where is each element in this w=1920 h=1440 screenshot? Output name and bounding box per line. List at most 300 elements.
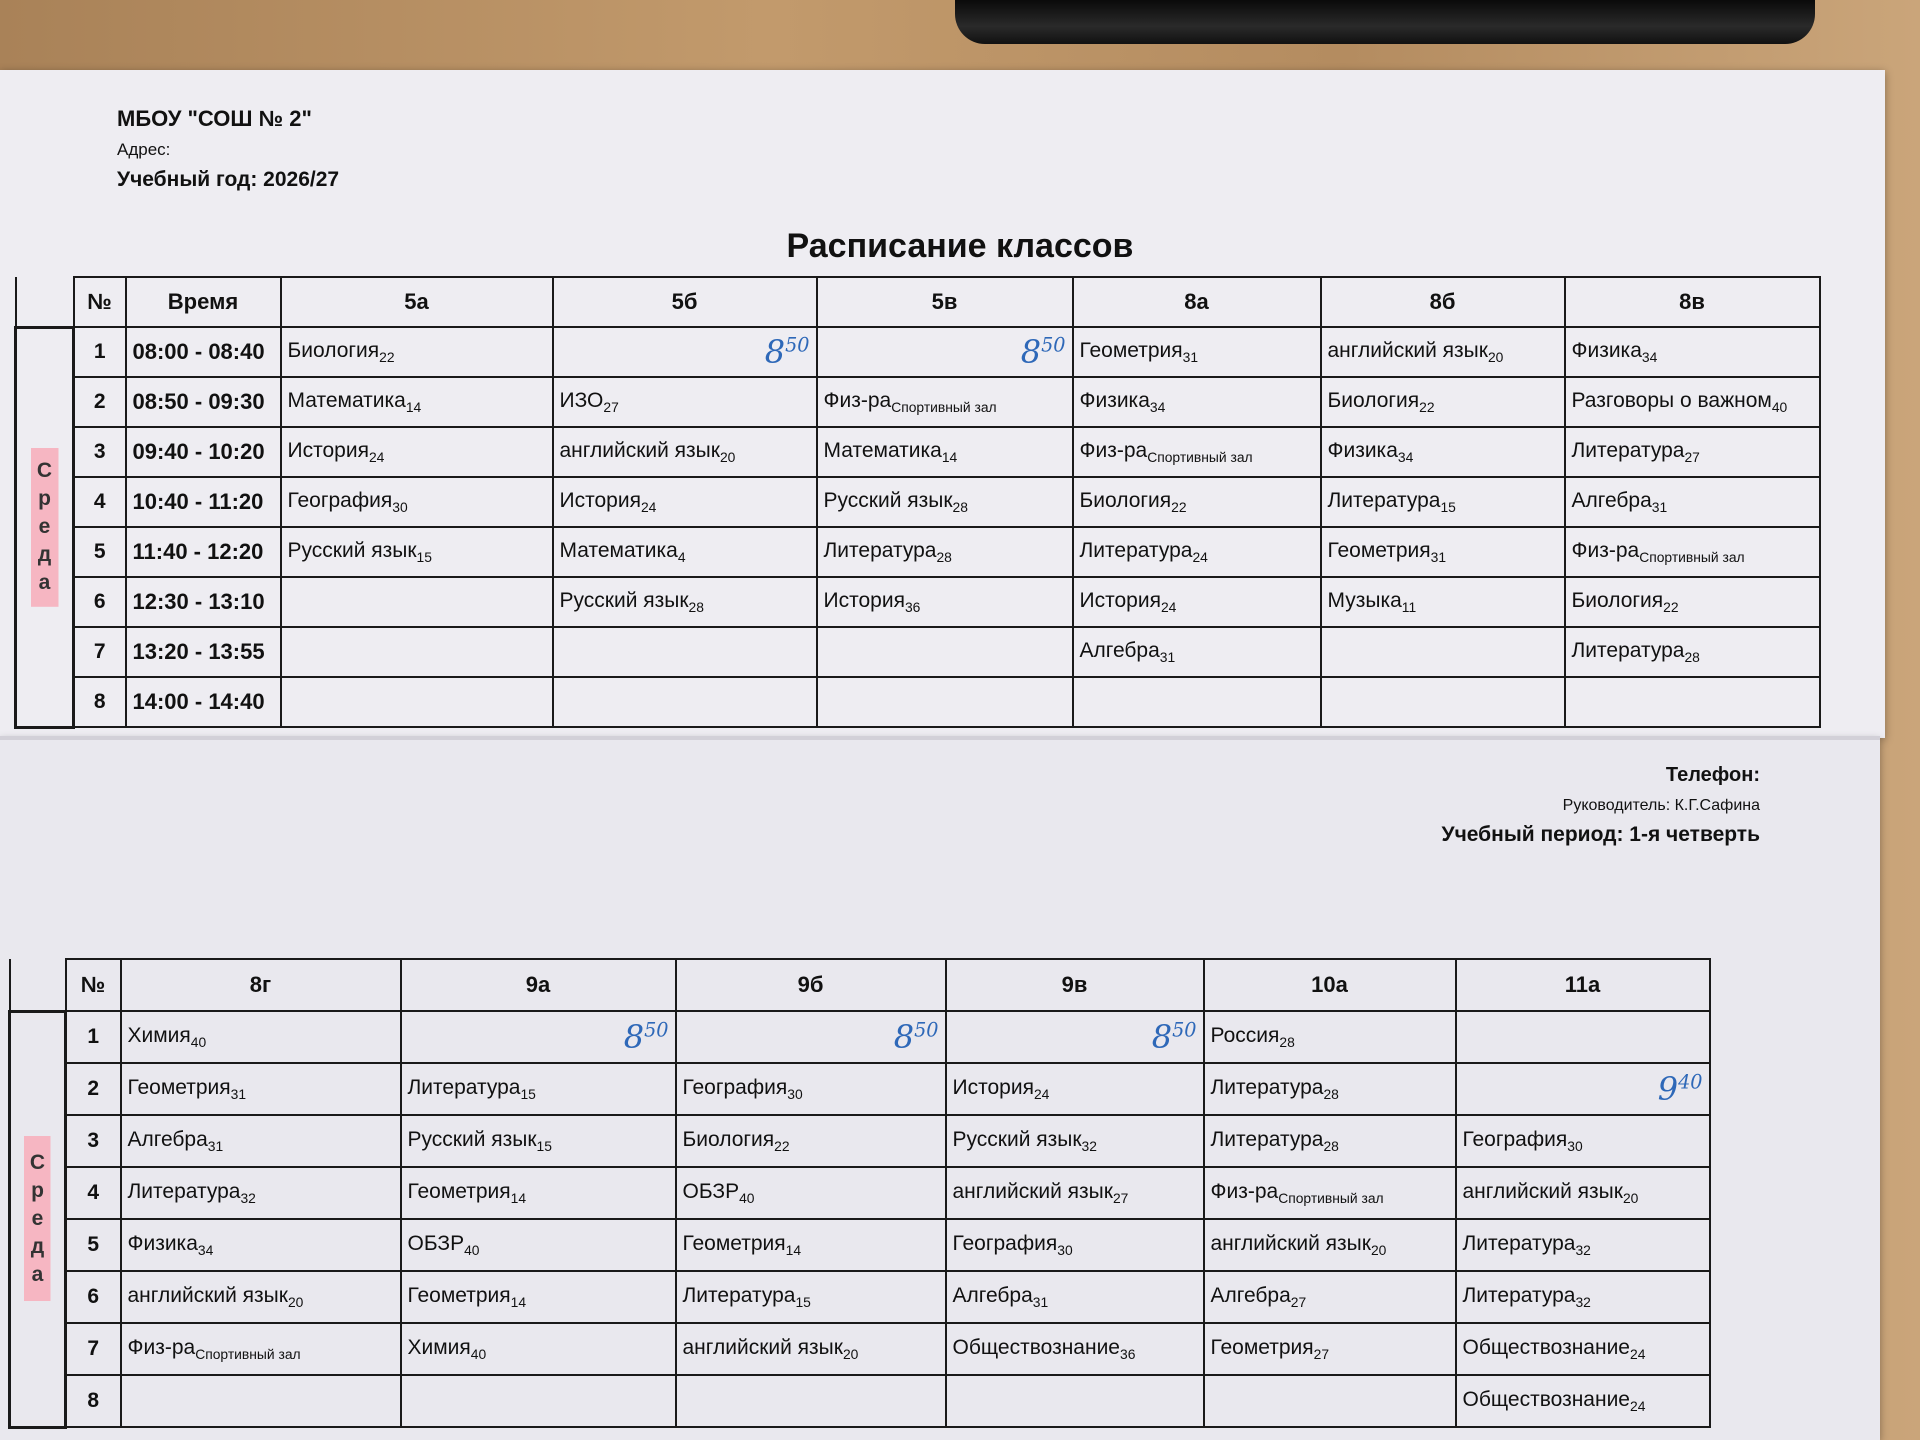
lesson-cell — [817, 377, 1073, 427]
subject-name: Физ-ра — [823, 388, 892, 412]
lesson-cell — [281, 327, 553, 377]
room-number: 20 — [1487, 349, 1504, 366]
room-number: 30 — [1057, 1242, 1073, 1259]
subject-name: Физика — [1079, 388, 1150, 412]
lesson-number: 1 — [66, 1011, 121, 1063]
page-title: Расписание классов — [786, 227, 1134, 265]
room-number: 32 — [240, 1190, 256, 1207]
handwritten-minutes: 50 — [785, 333, 810, 357]
subject-name: Россия — [1210, 1023, 1280, 1047]
room-number: Спортивный зал — [1147, 449, 1253, 466]
subject-name: Геометрия — [1079, 338, 1183, 362]
subject-name: Литература — [1462, 1283, 1576, 1307]
lesson-number: 4 — [66, 1167, 121, 1219]
table-row — [16, 327, 1820, 377]
day-column — [16, 327, 74, 727]
lesson-cell — [1456, 1063, 1710, 1115]
subject-name: Литература — [1210, 1127, 1324, 1151]
room-number: 36 — [904, 599, 921, 616]
lesson-cell — [817, 677, 1073, 727]
lesson-cell — [1204, 1063, 1456, 1115]
subject-name: английский язык — [1210, 1231, 1371, 1255]
lesson-cell — [1456, 1219, 1710, 1271]
handwritten-time — [624, 1018, 669, 1056]
subject-name: Литература — [682, 1283, 796, 1307]
subject-name: Физ-ра — [1079, 438, 1148, 462]
lesson-number: 6 — [74, 577, 126, 627]
column-header: 5в — [817, 277, 1073, 327]
lesson-time: 08:50 - 09:30 — [126, 377, 281, 427]
room-number: 34 — [1397, 449, 1414, 466]
subject-name: География — [952, 1231, 1058, 1255]
handwritten-minutes: 50 — [1041, 333, 1066, 357]
subject-name: Русский язык — [287, 538, 417, 562]
lesson-cell — [1204, 1011, 1456, 1063]
lesson-cell — [1456, 1115, 1710, 1167]
subject-name: Русский язык — [952, 1127, 1082, 1151]
table-row — [10, 1063, 1710, 1115]
subject-name: Физика — [1327, 438, 1398, 462]
lesson-cell — [1565, 477, 1820, 527]
lesson-cell — [401, 1219, 676, 1271]
lesson-number: 3 — [74, 427, 126, 477]
subject-name: Алгебра — [1079, 638, 1160, 662]
handwritten-minutes: 50 — [644, 1018, 669, 1042]
subject-name: Биология — [287, 338, 380, 362]
paper-fold — [0, 736, 1880, 740]
room-number: 24 — [1192, 549, 1208, 566]
lesson-time: 13:20 - 13:55 — [126, 627, 281, 677]
room-number: 14 — [510, 1190, 527, 1207]
lesson-cell — [401, 1375, 676, 1427]
room-number: 40 — [1771, 399, 1788, 416]
room-number: 15 — [416, 549, 432, 566]
lesson-cell — [676, 1271, 946, 1323]
column-header: № — [74, 277, 126, 327]
room-number: 28 — [936, 549, 952, 566]
column-header: № — [66, 959, 121, 1011]
lesson-cell — [1456, 1011, 1710, 1063]
subject-name: ОБЗР — [407, 1231, 465, 1255]
subject-name: Математика — [559, 538, 678, 562]
room-number: Спортивный зал — [891, 399, 997, 416]
handwritten-time — [1021, 333, 1066, 371]
subject-name: Алгебра — [1571, 488, 1652, 512]
room-number: 28 — [952, 499, 968, 516]
room-number: 22 — [379, 349, 395, 366]
day-letter: а — [31, 1263, 44, 1286]
table-row — [16, 627, 1820, 677]
handwritten-hour: 9 — [1657, 1070, 1679, 1108]
room-number: 22 — [1419, 399, 1435, 416]
lesson-cell — [1073, 577, 1321, 627]
room-number: 31 — [1430, 549, 1447, 566]
lesson-cell — [676, 1115, 946, 1167]
lesson-cell — [817, 327, 1073, 377]
lesson-cell — [946, 1271, 1204, 1323]
subject-name: английский язык — [682, 1335, 843, 1359]
schedule-table-1 — [14, 276, 1821, 729]
day-label — [17, 1149, 58, 1289]
lesson-number: 8 — [74, 677, 126, 727]
subject-name: История — [952, 1075, 1034, 1099]
lesson-cell — [1565, 577, 1820, 627]
subject-name: История — [823, 588, 905, 612]
subject-name: Биология — [682, 1127, 775, 1151]
lesson-cell — [676, 1167, 946, 1219]
room-number: 27 — [1313, 1346, 1330, 1363]
column-header: 11а — [1456, 959, 1710, 1011]
subject-name: География — [682, 1075, 788, 1099]
lesson-cell — [676, 1063, 946, 1115]
lesson-cell — [121, 1167, 401, 1219]
school-address: Адрес: — [117, 140, 171, 159]
room-number: 31 — [230, 1086, 247, 1103]
lesson-cell — [1321, 577, 1565, 627]
subject-name: Геометрия — [682, 1231, 786, 1255]
lesson-cell — [676, 1375, 946, 1427]
subject-name: Биология — [1079, 488, 1172, 512]
lesson-cell — [1565, 677, 1820, 727]
room-number: 15 — [795, 1294, 811, 1311]
room-number: 20 — [1370, 1242, 1387, 1259]
handwritten-time — [1658, 1070, 1703, 1108]
subject-name: Геометрия — [1327, 538, 1431, 562]
subject-name: Разговоры о важном — [1571, 388, 1772, 412]
lesson-cell — [1456, 1323, 1710, 1375]
room-number: 24 — [368, 449, 385, 466]
lesson-cell — [401, 1115, 676, 1167]
room-number: Спортивный зал — [1278, 1190, 1384, 1207]
handwritten-minutes: 40 — [1678, 1070, 1703, 1094]
lesson-number: 5 — [66, 1219, 121, 1271]
table-row — [10, 1167, 1710, 1219]
subject-name: английский язык — [1462, 1179, 1623, 1203]
academic-period: Учебный период: 1-я четверть — [1441, 823, 1760, 846]
lesson-cell — [1565, 427, 1820, 477]
room-number: 27 — [1290, 1294, 1307, 1311]
lesson-cell — [1073, 427, 1321, 477]
room-number: 24 — [1033, 1086, 1050, 1103]
lesson-cell — [121, 1271, 401, 1323]
lesson-cell — [553, 327, 817, 377]
handwritten-time — [1152, 1018, 1197, 1056]
column-header: 9а — [401, 959, 676, 1011]
column-header: 5б — [553, 277, 817, 327]
lesson-cell — [1321, 377, 1565, 427]
subject-name: Литература — [1210, 1075, 1324, 1099]
room-number: 15 — [520, 1086, 536, 1103]
subject-name: Геометрия — [127, 1075, 231, 1099]
table-row — [16, 577, 1820, 627]
subject-name: Алгебра — [1210, 1283, 1291, 1307]
lesson-number: 2 — [74, 377, 126, 427]
room-number: 28 — [1279, 1034, 1295, 1051]
subject-name: Физ-ра — [1210, 1179, 1279, 1203]
handwritten-minutes: 50 — [914, 1018, 939, 1042]
lesson-cell — [1565, 527, 1820, 577]
room-number: 34 — [1149, 399, 1166, 416]
room-number: 30 — [1567, 1138, 1583, 1155]
subject-name: Обществознание — [952, 1335, 1120, 1359]
column-header: 5а — [281, 277, 553, 327]
lesson-cell — [1204, 1375, 1456, 1427]
subject-name: Обществознание — [1462, 1387, 1630, 1411]
room-number: 30 — [787, 1086, 803, 1103]
lesson-cell — [817, 577, 1073, 627]
lesson-cell — [553, 677, 817, 727]
handwritten-time — [894, 1018, 939, 1056]
lesson-cell — [553, 377, 817, 427]
room-number: 40 — [739, 1190, 755, 1207]
room-number: 31 — [1159, 649, 1176, 666]
handwritten-time — [765, 333, 810, 371]
room-number: 24 — [640, 499, 657, 516]
lesson-cell — [281, 627, 553, 677]
subject-name: История — [287, 438, 369, 462]
lesson-cell — [121, 1375, 401, 1427]
subject-name: Литература — [1327, 488, 1441, 512]
lesson-cell — [281, 427, 553, 477]
room-number: 30 — [392, 499, 408, 516]
lesson-cell — [1321, 527, 1565, 577]
column-header: 10а — [1204, 959, 1456, 1011]
room-number: 32 — [1575, 1294, 1591, 1311]
subject-name: Алгебра — [127, 1127, 208, 1151]
lesson-cell — [1073, 677, 1321, 727]
lesson-cell — [281, 477, 553, 527]
lesson-number: 1 — [74, 327, 126, 377]
room-number: 4 — [677, 549, 686, 566]
lesson-cell — [1073, 527, 1321, 577]
subject-name: Литература — [407, 1075, 521, 1099]
lesson-cell — [1321, 627, 1565, 677]
day-column — [10, 1011, 66, 1427]
room-number: 20 — [1622, 1190, 1639, 1207]
subject-name: Музыка — [1327, 588, 1402, 612]
lesson-cell — [121, 1011, 401, 1063]
subject-name: Биология — [1327, 388, 1420, 412]
handwritten-hour: 8 — [893, 1018, 915, 1056]
handwritten-hour: 8 — [1151, 1018, 1173, 1056]
lesson-cell — [946, 1115, 1204, 1167]
subject-name: Химия — [127, 1023, 191, 1047]
lesson-cell — [281, 577, 553, 627]
lesson-cell — [121, 1219, 401, 1271]
room-number: 32 — [1081, 1138, 1097, 1155]
lesson-cell — [1073, 477, 1321, 527]
day-letter: С — [36, 459, 53, 482]
room-number: 15 — [536, 1138, 552, 1155]
room-number: 15 — [1440, 499, 1456, 516]
lesson-cell — [401, 1011, 676, 1063]
lesson-cell — [553, 427, 817, 477]
column-header: 8б — [1321, 277, 1565, 327]
lesson-cell — [1321, 677, 1565, 727]
column-header: 8в — [1565, 277, 1820, 327]
subject-name: английский язык — [1327, 338, 1488, 362]
table-row — [16, 677, 1820, 727]
lesson-time: 11:40 - 12:20 — [126, 527, 281, 577]
room-number: 24 — [1629, 1398, 1646, 1415]
subject-name: английский язык — [952, 1179, 1113, 1203]
room-number: 36 — [1119, 1346, 1136, 1363]
lesson-cell — [676, 1219, 946, 1271]
room-number: 22 — [1171, 499, 1187, 516]
subject-name: Биология — [1571, 588, 1664, 612]
room-number: 27 — [603, 399, 619, 416]
subject-name: английский язык — [559, 438, 720, 462]
room-number: 28 — [1684, 649, 1700, 666]
subject-name: ИЗО — [559, 388, 604, 412]
lesson-time: 09:40 - 10:20 — [126, 427, 281, 477]
lesson-cell — [817, 477, 1073, 527]
subject-name: Математика — [287, 388, 406, 412]
room-number: 22 — [1663, 599, 1679, 616]
lesson-cell — [401, 1323, 676, 1375]
room-number: 14 — [941, 449, 958, 466]
day-letter: е — [38, 515, 51, 538]
subject-name: Физика — [1571, 338, 1642, 362]
lesson-cell — [676, 1011, 946, 1063]
lesson-cell — [553, 627, 817, 677]
subject-name: Литература — [823, 538, 937, 562]
document-header — [117, 106, 339, 192]
handwritten-hour: 8 — [1020, 333, 1042, 371]
subject-name: ОБЗР — [682, 1179, 740, 1203]
lesson-cell — [1073, 327, 1321, 377]
lesson-number: 4 — [74, 477, 126, 527]
lesson-cell — [121, 1063, 401, 1115]
table-row — [16, 427, 1820, 477]
academic-year: Учебный год: 2026/27 — [117, 168, 340, 191]
lesson-cell — [1456, 1375, 1710, 1427]
subject-name: Алгебра — [952, 1283, 1033, 1307]
subject-name: Физ-ра — [1571, 538, 1640, 562]
lesson-number: 6 — [66, 1271, 121, 1323]
lesson-cell — [1565, 627, 1820, 677]
lesson-cell — [281, 527, 553, 577]
room-number: 22 — [774, 1138, 790, 1155]
subject-name: Литература — [1079, 538, 1193, 562]
pen-object — [955, 0, 1815, 44]
day-label — [23, 457, 66, 597]
room-number: 14 — [785, 1242, 802, 1259]
lesson-cell — [401, 1167, 676, 1219]
table-row — [16, 377, 1820, 427]
subject-name: Литература — [1462, 1231, 1576, 1255]
subject-name: История — [1079, 588, 1161, 612]
room-number: 27 — [1684, 449, 1700, 466]
lesson-number: 7 — [66, 1323, 121, 1375]
lesson-cell — [946, 1167, 1204, 1219]
lesson-cell — [1565, 377, 1820, 427]
schedule-table-2 — [8, 958, 1711, 1429]
room-number: 28 — [688, 599, 704, 616]
table-row — [10, 1323, 1710, 1375]
room-number: 34 — [1641, 349, 1658, 366]
room-number: 24 — [1629, 1346, 1646, 1363]
room-number: 40 — [470, 1346, 487, 1363]
lesson-cell — [1321, 427, 1565, 477]
room-number: 28 — [1323, 1086, 1339, 1103]
column-header: 8а — [1073, 277, 1321, 327]
table-row — [10, 1011, 1710, 1063]
lesson-cell — [946, 1375, 1204, 1427]
room-number: 40 — [190, 1034, 207, 1051]
day-letter: р — [38, 487, 51, 510]
subject-name: Русский язык — [559, 588, 689, 612]
lesson-cell — [676, 1323, 946, 1375]
subject-name: Геометрия — [407, 1179, 511, 1203]
room-number: 31 — [1651, 499, 1668, 516]
room-number: 31 — [1032, 1294, 1049, 1311]
lesson-number: 5 — [74, 527, 126, 577]
subject-name: Литература — [1571, 638, 1685, 662]
subject-name: Литература — [1571, 438, 1685, 462]
lesson-cell — [1321, 327, 1565, 377]
subject-name: Физика — [127, 1231, 198, 1255]
lesson-number: 2 — [66, 1063, 121, 1115]
room-number: 14 — [510, 1294, 527, 1311]
lesson-cell — [401, 1271, 676, 1323]
lesson-cell — [1565, 327, 1820, 377]
lesson-time: 08:00 - 08:40 — [126, 327, 281, 377]
subject-name: Литература — [127, 1179, 241, 1203]
lesson-cell — [817, 527, 1073, 577]
handwritten-hour: 8 — [764, 333, 786, 371]
lesson-cell — [281, 677, 553, 727]
lesson-number: 8 — [66, 1375, 121, 1427]
table-row — [16, 527, 1820, 577]
lesson-time: 12:30 - 13:10 — [126, 577, 281, 627]
lesson-cell — [946, 1063, 1204, 1115]
lesson-cell — [1204, 1115, 1456, 1167]
room-number: 14 — [405, 399, 422, 416]
director-name: Руководитель: К.Г.Сафина — [1562, 797, 1760, 814]
lesson-cell — [1204, 1219, 1456, 1271]
handwritten-hour: 8 — [623, 1018, 645, 1056]
lesson-time: 10:40 - 11:20 — [126, 477, 281, 527]
lesson-cell — [817, 427, 1073, 477]
lesson-cell — [1204, 1323, 1456, 1375]
room-number: Спортивный зал — [195, 1346, 301, 1363]
room-number: 20 — [287, 1294, 304, 1311]
room-number: 40 — [464, 1242, 480, 1259]
lesson-cell — [553, 577, 817, 627]
lesson-cell — [1073, 377, 1321, 427]
lesson-cell — [1321, 477, 1565, 527]
room-number: 34 — [197, 1242, 214, 1259]
table-row — [10, 1271, 1710, 1323]
lesson-cell — [281, 377, 553, 427]
day-letter: С — [29, 1151, 46, 1174]
lesson-cell — [121, 1115, 401, 1167]
lesson-cell — [121, 1323, 401, 1375]
column-header: 9б — [676, 959, 946, 1011]
subject-name: География — [287, 488, 393, 512]
table-row — [10, 1115, 1710, 1167]
lesson-cell — [946, 1219, 1204, 1271]
handwritten-minutes: 50 — [1172, 1018, 1197, 1042]
lesson-cell — [401, 1063, 676, 1115]
subject-name: Русский язык — [823, 488, 953, 512]
room-number: 24 — [1160, 599, 1177, 616]
room-number: 11 — [1401, 599, 1417, 616]
lesson-cell — [1456, 1271, 1710, 1323]
lesson-cell — [553, 527, 817, 577]
room-number: 20 — [842, 1346, 859, 1363]
